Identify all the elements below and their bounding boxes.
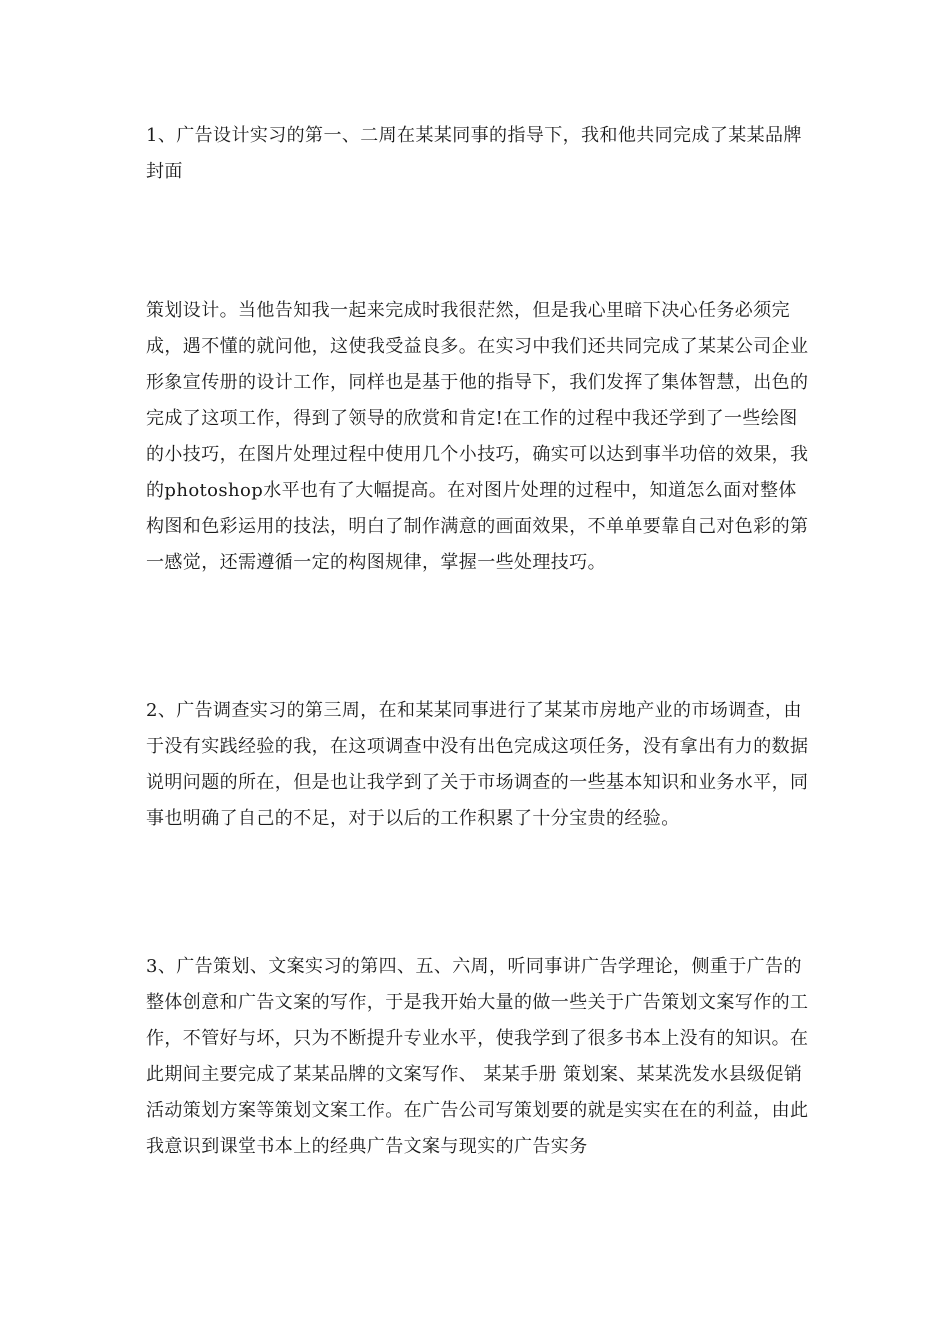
paragraph-planning-design: 策划设计。当他告知我一起来完成时我很茫然，但是我心里暗下决心任务必须完成，遇不懂的就问他，这使我受益良多。在实习中我们还共同完成了某某公司企业形象宣传册的设计工作，同样也是基于他的指导下，我们发挥了集体智慧，出色的完成了这项工作，得到了领导的欣赏和肯定!在工作的过程中我还学到了一些绘图的小技巧，在图片处理过程中使用几个小技巧，确实可以达到事半功倍的效果，我的photoshop水平也有了大幅提高。在对图片处理的过程中，知道怎么面对整体构图和色彩运用的技法，明白了制作满意的画面效果，不单单要靠自己对色彩的第一感觉，还需遵循一定的构图规律，掌握一些处理技巧。	[146, 300, 809, 573]
paragraph-ad-copywriting-internship: 3、广告策划、文案实习的第四、五、六周，听同事讲广告学理论，侧重于广告的整体创意和广告文案的写作，于是我开始大量的做一些关于广告策划文案写作的工作，不管好与坏，只为不断提升专业水平，使我学到了很多书本上没有的知识。在此期间主要完成了某某品牌的文案写作、 某某手册 策划案、某某洗发水县级促销活动策划方案等策划文案工作。在广告公司写策划要的就是实实在在的利益，由此我意识到课堂书本上的经典广告文案与现实的广告实务	[146, 956, 809, 1157]
paragraph-ad-survey-internship: 2、广告调查实习的第三周，在和某某同事进行了某某市房地产业的市场调查，由于没有实践经验的我，在这项调查中没有出色完成这项任务，没有拿出有力的数据说明问题的所在，但是也让我学到了关于市场调查的一些基本知识和业务水平，同事也明确了自己的不足，对于以后的工作积累了十分宝贵的经验。	[146, 700, 809, 829]
paragraph-ad-design-internship: 1、广告设计实习的第一、二周在某某同事的指导下，我和他共同完成了某某品牌封面	[146, 125, 802, 182]
